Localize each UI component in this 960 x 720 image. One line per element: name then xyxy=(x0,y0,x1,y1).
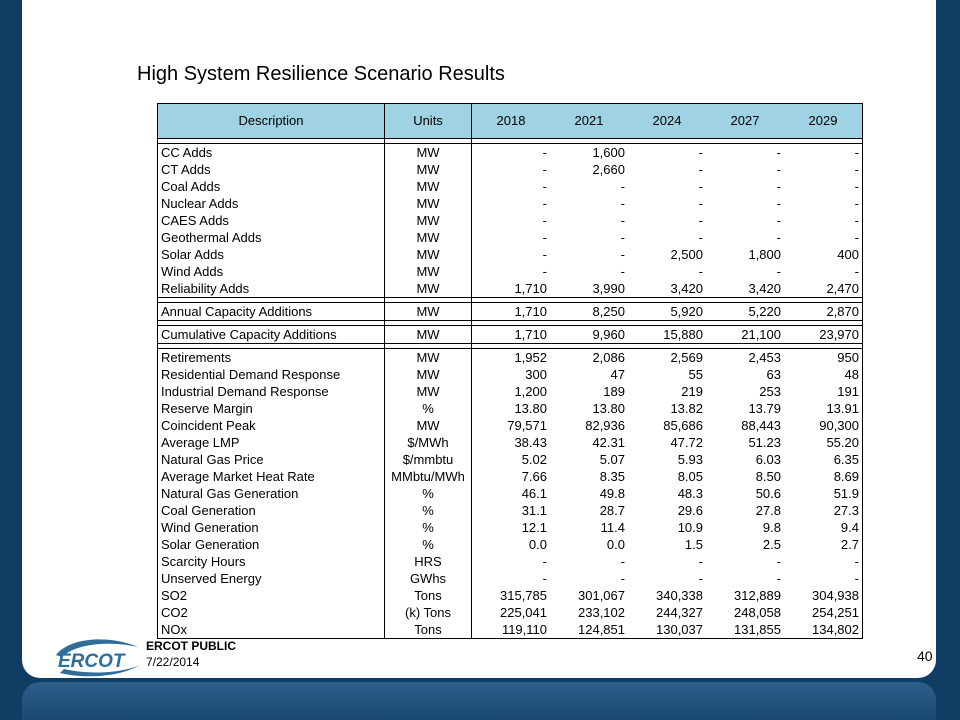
row-description: Natural Gas Generation xyxy=(158,485,385,502)
row-2029: 191 xyxy=(784,383,863,400)
row-2018: 13.80 xyxy=(514,400,547,416)
table-row xyxy=(158,485,863,502)
row-2018: - xyxy=(542,161,547,177)
row-2021: 1,600 xyxy=(550,144,628,162)
row-2018: 38.43 xyxy=(514,434,547,450)
row-2018: 5.02 xyxy=(521,451,547,467)
row-2027: - xyxy=(776,570,781,586)
row-2027: 2.5 xyxy=(762,536,781,552)
row-2029: - xyxy=(784,229,863,246)
table-row xyxy=(158,400,863,417)
header-2021: 2021 xyxy=(550,104,628,139)
table-row xyxy=(158,246,863,263)
row-2027: - xyxy=(776,178,781,194)
row-2029: 90,300 xyxy=(784,417,863,434)
slide xyxy=(22,0,936,678)
row-2018: 225,041 xyxy=(500,604,547,620)
row-units: MW xyxy=(385,195,472,212)
row-units: $/mmbtu xyxy=(385,451,472,468)
row-description: NOx xyxy=(158,621,385,639)
row-units: % xyxy=(385,400,472,417)
row-2018: 46.1 xyxy=(521,485,547,501)
row-2021: - xyxy=(620,263,625,279)
row-units: MW xyxy=(385,366,472,383)
row-description: Reserve Margin xyxy=(158,400,385,417)
row-2021: 8,250 xyxy=(550,303,628,321)
row-2024: 13.82 xyxy=(670,400,703,416)
row-2021: 28.7 xyxy=(599,502,625,518)
header-2027: 2027 xyxy=(706,104,784,139)
row-2021: 82,936 xyxy=(585,417,625,433)
row-2018: 1,710 xyxy=(472,326,551,344)
row-units: MW xyxy=(385,144,472,162)
row-2024: 29.6 xyxy=(677,502,703,518)
table-row xyxy=(158,326,863,344)
row-2027: 13.79 xyxy=(748,400,781,416)
row-description: CO2 xyxy=(158,604,385,621)
row-2027: - xyxy=(776,263,781,279)
row-2029: 400 xyxy=(784,246,863,263)
row-units: MW xyxy=(385,212,472,229)
row-2021: 42.31 xyxy=(592,434,625,450)
row-units: % xyxy=(385,536,472,553)
row-units: MW xyxy=(385,383,472,400)
row-2027: 131,855 xyxy=(706,621,784,639)
row-2029: 6.35 xyxy=(784,451,863,468)
header-2029: 2029 xyxy=(784,104,863,139)
row-2018: 119,110 xyxy=(472,621,551,639)
table-row xyxy=(158,178,863,195)
row-2024: 5.93 xyxy=(677,451,703,467)
row-description: Reliability Adds xyxy=(158,280,385,298)
row-2027: 3,420 xyxy=(706,280,784,298)
row-2024: - xyxy=(698,161,703,177)
row-2018: - xyxy=(542,195,547,211)
row-2024: 219 xyxy=(681,383,703,399)
table-row xyxy=(158,195,863,212)
row-2018: - xyxy=(542,212,547,228)
row-2018: 0.0 xyxy=(528,536,547,552)
row-2021: - xyxy=(620,178,625,194)
row-2027: 6.03 xyxy=(755,451,781,467)
row-2021: - xyxy=(620,246,625,262)
row-2018: 1,710 xyxy=(472,303,551,321)
row-2024: - xyxy=(628,144,706,162)
row-2021: 49.8 xyxy=(599,485,625,501)
row-2024: 55 xyxy=(688,366,703,382)
row-2018: 79,571 xyxy=(507,417,547,433)
slide-title: High System Resilience Scenario Results xyxy=(137,63,505,85)
bottom-bar xyxy=(22,682,936,720)
row-2027: 2,453 xyxy=(706,349,784,367)
row-units: MW xyxy=(385,326,472,344)
row-units: (k) Tons xyxy=(385,604,472,621)
row-2024: - xyxy=(698,212,703,228)
row-2029: 23,970 xyxy=(784,326,863,344)
row-units: MW xyxy=(385,280,472,298)
row-description: Nuclear Adds xyxy=(158,195,385,212)
row-2021: 8.35 xyxy=(599,468,625,484)
row-2018: - xyxy=(472,144,551,162)
row-units: MW xyxy=(385,161,472,178)
table-row xyxy=(158,621,863,639)
row-2029: - xyxy=(784,144,863,162)
row-2018: - xyxy=(542,178,547,194)
row-description: SO2 xyxy=(158,587,385,604)
row-2029: - xyxy=(784,263,863,280)
row-2018: - xyxy=(542,246,547,262)
table-row xyxy=(158,502,863,519)
row-units: HRS xyxy=(385,553,472,570)
row-description: Scarcity Hours xyxy=(158,553,385,570)
row-description: Unserved Energy xyxy=(158,570,385,587)
row-2024: 2,500 xyxy=(670,246,703,262)
row-description: Solar Generation xyxy=(158,536,385,553)
row-2029: 48 xyxy=(784,366,863,383)
row-units: MMbtu/MWh xyxy=(385,468,472,485)
row-description: Residential Demand Response xyxy=(158,366,385,383)
row-2029: 2,870 xyxy=(784,303,863,321)
row-2024: 2,569 xyxy=(628,349,706,367)
row-2021: 3,990 xyxy=(550,280,628,298)
row-2027: 8.50 xyxy=(755,468,781,484)
row-2027: 1,800 xyxy=(748,246,781,262)
row-units: % xyxy=(385,519,472,536)
row-2029: - xyxy=(784,212,863,229)
table-row xyxy=(158,519,863,536)
results-table xyxy=(157,103,863,639)
row-2027: 88,443 xyxy=(741,417,781,433)
table-row xyxy=(158,349,863,367)
row-2027: - xyxy=(776,161,781,177)
table-row xyxy=(158,587,863,604)
row-units: MW xyxy=(385,417,472,434)
header-2018: 2018 xyxy=(472,104,551,139)
table-row xyxy=(158,604,863,621)
row-2021: 2,086 xyxy=(550,349,628,367)
row-2024: 85,686 xyxy=(663,417,703,433)
row-2021: 124,851 xyxy=(550,621,628,639)
row-2024: 130,037 xyxy=(628,621,706,639)
ercot-logo xyxy=(50,633,142,678)
logo-text: ERCOT xyxy=(58,651,125,672)
row-2029: - xyxy=(784,195,863,212)
table-row xyxy=(158,229,863,246)
row-description: Retirements xyxy=(158,349,385,367)
table-row xyxy=(158,451,863,468)
table-row xyxy=(158,161,863,178)
row-2027: 312,889 xyxy=(734,587,781,603)
table-row xyxy=(158,366,863,383)
row-description: Natural Gas Price xyxy=(158,451,385,468)
row-description: Coal Adds xyxy=(158,178,385,195)
row-2027: 51.23 xyxy=(748,434,781,450)
row-units: Tons xyxy=(385,587,472,604)
row-2018: 315,785 xyxy=(500,587,547,603)
row-description: Wind Adds xyxy=(158,263,385,280)
table-row xyxy=(158,303,863,321)
row-2018: 1,952 xyxy=(472,349,551,367)
row-units: % xyxy=(385,502,472,519)
row-2029: - xyxy=(784,161,863,178)
row-2024: 5,920 xyxy=(628,303,706,321)
row-units: MW xyxy=(385,263,472,280)
row-description: Geothermal Adds xyxy=(158,229,385,246)
row-2029: 2,470 xyxy=(784,280,863,298)
row-2029: - xyxy=(784,570,863,587)
row-2029: - xyxy=(784,178,863,195)
row-2029: 27.3 xyxy=(784,502,863,519)
row-2021: 13.80 xyxy=(592,400,625,416)
header-2024: 2024 xyxy=(628,104,706,139)
header-units: Units xyxy=(385,104,472,139)
footer-label: ERCOT PUBLIC xyxy=(146,639,236,653)
row-units: MW xyxy=(385,349,472,367)
row-2027: 50.6 xyxy=(755,485,781,501)
row-2024: 48.3 xyxy=(677,485,703,501)
row-2027: 63 xyxy=(766,366,781,382)
row-2024: - xyxy=(698,195,703,211)
row-2029: 55.20 xyxy=(784,434,863,451)
table-row xyxy=(158,144,863,162)
row-2029: - xyxy=(784,553,863,570)
row-2021: 9,960 xyxy=(550,326,628,344)
row-2021: 0.0 xyxy=(606,536,625,552)
row-2021: 5.07 xyxy=(599,451,625,467)
row-2018: - xyxy=(542,263,547,279)
table-row xyxy=(158,417,863,434)
row-2029: 13.91 xyxy=(784,400,863,417)
row-2027: 5,220 xyxy=(706,303,784,321)
row-2024: - xyxy=(698,570,703,586)
row-2029: 134,802 xyxy=(784,621,863,639)
row-units: $/MWh xyxy=(385,434,472,451)
table-row xyxy=(158,570,863,587)
row-2027: - xyxy=(776,212,781,228)
row-units: Tons xyxy=(385,621,472,639)
header-description: Description xyxy=(158,104,385,139)
row-2024: 8.05 xyxy=(677,468,703,484)
row-2027: - xyxy=(706,144,784,162)
row-2027: 27.8 xyxy=(755,502,781,518)
row-2024: 3,420 xyxy=(628,280,706,298)
row-description: Solar Adds xyxy=(158,246,385,263)
row-2024: 244,327 xyxy=(656,604,703,620)
row-2024: - xyxy=(698,263,703,279)
row-units: MW xyxy=(385,178,472,195)
table-row xyxy=(158,434,863,451)
row-2024: - xyxy=(698,229,703,245)
row-2027: - xyxy=(776,195,781,211)
row-2029: 304,938 xyxy=(784,587,863,604)
row-2021: 47 xyxy=(610,366,625,382)
row-description: Wind Generation xyxy=(158,519,385,536)
row-description: Coal Generation xyxy=(158,502,385,519)
row-2029: 254,251 xyxy=(784,604,863,621)
table-body xyxy=(158,139,863,639)
row-2021: 301,067 xyxy=(578,587,625,603)
row-2018: 300 xyxy=(525,366,547,382)
row-2029: 8.69 xyxy=(784,468,863,485)
row-2021: - xyxy=(620,553,625,569)
page-number: 40 xyxy=(917,648,933,664)
row-2024: 47.72 xyxy=(670,434,703,450)
row-2021: - xyxy=(620,570,625,586)
row-2018: 31.1 xyxy=(521,502,547,518)
row-2027: - xyxy=(776,553,781,569)
row-units: GWhs xyxy=(385,570,472,587)
row-2018: - xyxy=(542,570,547,586)
row-description: CAES Adds xyxy=(158,212,385,229)
row-description: Average LMP xyxy=(158,434,385,451)
row-2021: 11.4 xyxy=(600,519,625,535)
row-2021: - xyxy=(620,212,625,228)
row-description: Industrial Demand Response xyxy=(158,383,385,400)
row-2029: 9.4 xyxy=(784,519,863,536)
row-2024: 10.9 xyxy=(677,519,703,535)
row-description: Annual Capacity Additions xyxy=(158,303,385,321)
row-units: MW xyxy=(385,229,472,246)
table-row xyxy=(158,553,863,570)
row-2018: 7.66 xyxy=(521,468,547,484)
table-row xyxy=(158,536,863,553)
row-2018: - xyxy=(542,229,547,245)
row-description: CT Adds xyxy=(158,161,385,178)
row-2018: 1,710 xyxy=(472,280,551,298)
row-2029: 51.9 xyxy=(784,485,863,502)
row-2018: 1,200 xyxy=(514,383,547,399)
row-2021: - xyxy=(620,229,625,245)
row-2021: - xyxy=(620,195,625,211)
row-description: Average Market Heat Rate xyxy=(158,468,385,485)
table-row xyxy=(158,212,863,229)
row-2021: 233,102 xyxy=(578,604,625,620)
row-description: Coincident Peak xyxy=(158,417,385,434)
row-description: CC Adds xyxy=(158,144,385,162)
footer-date: 7/22/2014 xyxy=(146,655,200,669)
row-2027: 248,058 xyxy=(734,604,781,620)
row-2024: 1.5 xyxy=(684,536,703,552)
row-2024: - xyxy=(698,178,703,194)
row-2024: 15,880 xyxy=(628,326,706,344)
row-2021: 189 xyxy=(603,383,625,399)
row-2018: - xyxy=(542,553,547,569)
row-2027: - xyxy=(776,229,781,245)
table-header-row xyxy=(158,104,863,139)
row-units: % xyxy=(385,485,472,502)
row-2024: - xyxy=(698,553,703,569)
row-2027: 21,100 xyxy=(706,326,784,344)
row-description: Cumulative Capacity Additions xyxy=(158,326,385,344)
table-row xyxy=(158,468,863,485)
row-2027: 253 xyxy=(759,383,781,399)
row-2018: 12.1 xyxy=(521,519,547,535)
table-row xyxy=(158,280,863,298)
row-2021: 2,660 xyxy=(592,161,625,177)
row-units: MW xyxy=(385,303,472,321)
table-row xyxy=(158,263,863,280)
row-units: MW xyxy=(385,246,472,263)
row-2029: 2.7 xyxy=(784,536,863,553)
row-2029: 950 xyxy=(784,349,863,367)
row-2027: 9.8 xyxy=(762,519,781,535)
row-2024: 340,338 xyxy=(656,587,703,603)
table-row xyxy=(158,383,863,400)
